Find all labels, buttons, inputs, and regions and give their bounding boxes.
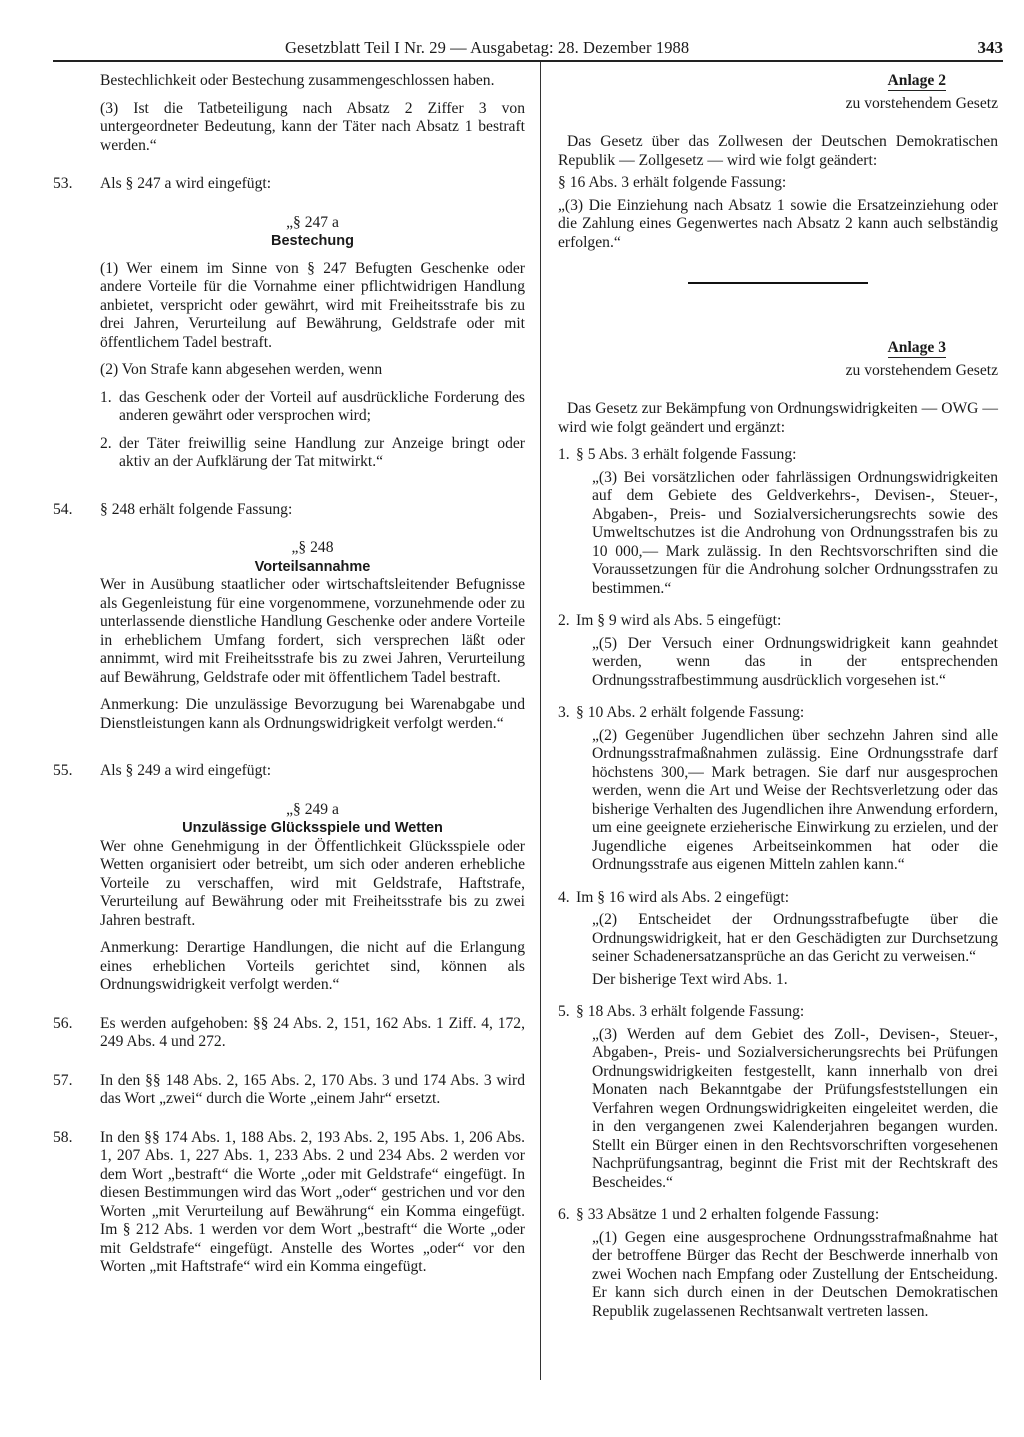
annex-3-item: [558, 446, 998, 598]
item-number: 56.: [53, 1014, 73, 1032]
item-number: 54.: [53, 500, 73, 518]
annex-2-title: Anlage 2: [887, 72, 946, 89]
paragraph: „(3) Bei vorsätzlichen oder fahrlässigen Ordnungswidrigkeiten auf dem Gebiete des Geldverkehrs-, Devisen-, Steuer-, Abgaben-, Preis- und Sozialversicherungsrechts sowie des Umweltschutzes ist die Androhung von Ordnungsstrafen bis zu 10 000,— Mark zulässig. In den Rechtsvorschriften sind die Voraussetzungen für die Androhung solcher Ordnungsstrafen zu bestimmen.“: [592, 468, 998, 597]
item-number: 2.: [558, 612, 570, 630]
section-label: „§ 247 a: [286, 213, 339, 231]
item-text: Im § 16 wird als Abs. 2 eingefügt:: [576, 888, 790, 906]
intro-paragraph: (3) Ist die Tatbeteiligung nach Absatz 2 Ziffer 3 von untergeordneter Bedeutung, kann der Täter nach Absatz 1 bestraft werden.“: [100, 99, 525, 154]
paragraph: „(2) Gegenüber Jugendlichen über sechzehn Jahren sind alle Ordnungsstrafmaßnahmen zulässig. Eine Ordnungsstrafe darf höchstens 300,— Mark betragen. Sie darf nur ausgesprochen werden, wenn die Art und Weise der Rechtsverletzung oder das bisherige Verhalten des Jugendlichen ihre Anwendung erfordern, um eine geeignete erzieherische Einwirkung zu erzielen, und der Jugendliche eigenes Arbeitseinkommen hat oder die Ordnungsstrafe aus eigenen Mitteln zahlen kann.“: [592, 726, 998, 874]
amendment-58: [53, 1128, 525, 1277]
paragraph: Anmerkung: Die unzulässige Bevorzugung bei Warenabgabe und Dienstleistungen kann als Ordnungswidrigkeit verfolgt werden.“: [100, 696, 525, 732]
item-number: 5.: [558, 1003, 570, 1021]
paragraph: „(2) Entscheidet der Ordnungsstrafbefugte über die Ordnungswidrigkeit, hat er den Geschädigten zur Durchsetzung seiner Schadenersatzansprüche an das Gericht zu verweisen.“: [592, 911, 998, 966]
paragraph: Wer ohne Genehmigung in der Öffentlichkeit Glücksspiele oder Wetten organisiert oder betreibt, um sich oder anderen erhebliche Vorteile zu verschaffen, wird mit Geldstrafe, Haftstrafe, Verurteilung auf Bewährung oder mit Freiheitsstrafe bis zu zwei Jahren bestraft.: [100, 837, 525, 929]
paragraph: „(5) Der Versuch einer Ordnungswidrigkeit kann geahndet werden, wenn das in der entsprechenden Ordnungsstrafbestimmung ausdrücklich vorgesehen ist.“: [592, 634, 998, 689]
annex-3-item: [558, 889, 998, 990]
item-text: In den §§ 174 Abs. 1, 188 Abs. 2, 193 Abs. 2, 195 Abs. 1, 206 Abs. 1, 207 Abs. 1, 227 Abs. 1, 233 Abs. 2 und 234 Abs. 2 werden vor dem Wort „bestraft“ die Worte „oder mit Geldstrafe“ eingefügt. In diesen Bestimmungen wird das Wort „oder“ gestrichen und vor den Worten „mit Verurteilung auf Bewährung“ ein Komma eingefügt. Im § 212 Abs. 1 werden vor dem Wort „bestraft“ die Worte „oder mit Geldstrafe“ eingefügt. Anstelle des Wortes „oder“ vor den Worten „mit Haftstrafe“ wird ein Komma eingefügt.: [100, 1128, 525, 1275]
item-number: 58.: [53, 1128, 73, 1146]
paragraph: (2) Von Strafe kann abgesehen werden, wenn: [100, 361, 383, 378]
header-rule: [53, 60, 1003, 62]
page-number: 343: [977, 38, 1003, 57]
amendment-56: [53, 1014, 525, 1052]
item-number: 53.: [53, 175, 73, 192]
item-text: Als § 247 a wird eingefügt:: [100, 175, 272, 192]
item-text: Als § 249 a wird eingefügt:: [100, 762, 272, 779]
item-number: 3.: [558, 704, 570, 722]
section-label: „§ 248: [291, 539, 334, 556]
paragraph: „(3) Werden auf dem Gebiet des Zoll-, Devisen-, Steuer-, Abgaben-, Preis- und Sozialversicherungsrechts bei Prüfungen Ordnungswidrigkeiten festgestellt, kann innerhalb von drei Monaten nach Bekanntgabe der Prüfungsfeststellungen ein Verfahren wegen Ordnungswidrigkeiten eingeleitet werden, die in den vergangenen zwei Kalenderjahren begangen wurden. Stellt ein Bürger einen in den Rechtsvorschriften vorgesehenen Nachprüfungsantrag, beginnt die Frist mit der Rechtskraft des Bescheides.“: [592, 1025, 998, 1191]
amendment-57: [53, 1071, 525, 1109]
annex-3-items: [558, 446, 998, 1321]
annex-3-item: [558, 1003, 998, 1192]
section-heading: Vorteilsannahme: [254, 558, 371, 575]
annex-3-item: [558, 704, 998, 875]
right-column: [558, 72, 998, 1321]
page-header: [53, 38, 1003, 62]
paragraph: „(3) Die Einziehung nach Absatz 1 sowie die Ersatzeinziehung oder die Zahlung eines Gegenwertes nach Absatz 2 kann auch selbständig erfolgen.“: [558, 196, 998, 251]
item-number: 57.: [53, 1071, 73, 1089]
paragraph: (1) Wer einem im Sinne von § 247 Befugten Geschenke oder andere Vorteile für die Vornahme einer pflichtwidrigen Handlung anbietet, verspricht oder gewährt, wird mit Freiheitsstrafe bis zu drei Jahren, Verurteilung auf Bewährung, Geldstrafe oder mit öffentlichem Tadel bestraft.: [100, 259, 525, 351]
intro-paragraph: Bestechlichkeit oder Bestechung zusammengeschlossen haben.: [100, 72, 495, 89]
amendment-54: [53, 500, 525, 734]
item-text: § 10 Abs. 2 erhält folgende Fassung:: [576, 704, 805, 722]
column-divider: [540, 62, 541, 1380]
section-label: „§ 249 a: [286, 800, 339, 818]
item-text: § 33 Absätze 1 und 2 erhalten folgende Fassung:: [576, 1206, 880, 1224]
paragraph: Wer in Ausübung staatlicher oder wirtschaftsleitender Befugnisse als Gegenleistung für eine vorgenommene, vorzunehmende oder zu unterlassende dienstliche Handlung Geschenke oder andere Vorteile in erheblichem Umfang fordert, sich versprechen läßt oder annimmt, wird mit Freiheitsstrafe bis zu zwei Jahren, Verurteilung auf Bewährung, Geldstrafe oder mit öffentlichem Tadel bestraft.: [100, 576, 525, 686]
item-number: 6.: [558, 1206, 570, 1224]
sub-item: 2. der Täter freiwillig seine Handlung zur Anzeige bringt oder aktiv an der Aufklärung der Tat mitwirkt.“: [100, 434, 525, 470]
item-text: § 5 Abs. 3 erhält folgende Fassung:: [576, 446, 797, 464]
left-column: [53, 72, 525, 1277]
header-title: Gesetzblatt Teil I Nr. 29 — Ausgabetag: 28. Dezember 1988: [285, 38, 690, 57]
amendment-55: [53, 762, 525, 995]
annex-3-subtitle: zu vorstehendem Gesetz: [845, 361, 998, 379]
annex-3-item: [558, 612, 998, 690]
item-text: § 18 Abs. 3 erhält folgende Fassung:: [576, 1003, 805, 1021]
item-number: 4.: [558, 888, 570, 906]
annex-2-subtitle: zu vorstehendem Gesetz: [845, 94, 998, 112]
amendment-53: [53, 175, 525, 472]
item-text: § 248 erhält folgende Fassung:: [100, 500, 293, 518]
item-text: In den §§ 148 Abs. 2, 165 Abs. 2, 170 Abs. 3 und 174 Abs. 3 wird das Wort „zwei“ durch die Worte „einem Jahr“ ersetzt.: [100, 1071, 525, 1107]
paragraph: Der bisherige Text wird Abs. 1.: [592, 970, 788, 988]
annex-3-item: [558, 1206, 998, 1321]
paragraph: Das Gesetz zur Bekämpfung von Ordnungswidrigkeiten — OWG — wird wie folgt geändert und ergänzt:: [558, 400, 998, 436]
paragraph: „(1) Gegen eine ausgesprochene Ordnungsstrafmaßnahme hat der betroffene Bürger das Recht der Beschwerde innerhalb von zwei Wochen nach Empfang oder Zustellung der Entscheidung. Er kann sich durch einen in der Deutschen Demokratischen Republik zugelassenen Rechtsanwalt vertreten lassen.: [592, 1228, 998, 1320]
sub-item: 1. das Geschenk oder der Vorteil auf ausdrückliche Forderung des anderen gewährt oder versprochen wird;: [100, 388, 525, 424]
item-number: 1.: [558, 446, 570, 464]
annex-3-title: Anlage 3: [887, 339, 946, 357]
section-heading: Bestechung: [271, 233, 354, 249]
item-number: 55.: [53, 762, 73, 779]
section-heading: Unzulässige Glücksspiele und Wetten: [182, 820, 443, 836]
item-text: Im § 9 wird als Abs. 5 eingefügt:: [576, 612, 782, 630]
paragraph: Das Gesetz über das Zollwesen der Deutschen Demokratischen Republik — Zollgesetz — wird wie folgt geändert:: [558, 133, 998, 169]
paragraph: § 16 Abs. 3 erhält folgende Fassung:: [558, 174, 787, 191]
item-text: Es werden aufgehoben: §§ 24 Abs. 2, 151, 162 Abs. 1 Ziff. 4, 172, 249 Abs. 4 und 272.: [100, 1014, 525, 1050]
paragraph: Anmerkung: Derartige Handlungen, die nicht auf die Erlangung eines erheblichen Vorteils gerichtet sind, können als Ordnungswidrigkeit verfolgt werden.“: [100, 939, 525, 993]
